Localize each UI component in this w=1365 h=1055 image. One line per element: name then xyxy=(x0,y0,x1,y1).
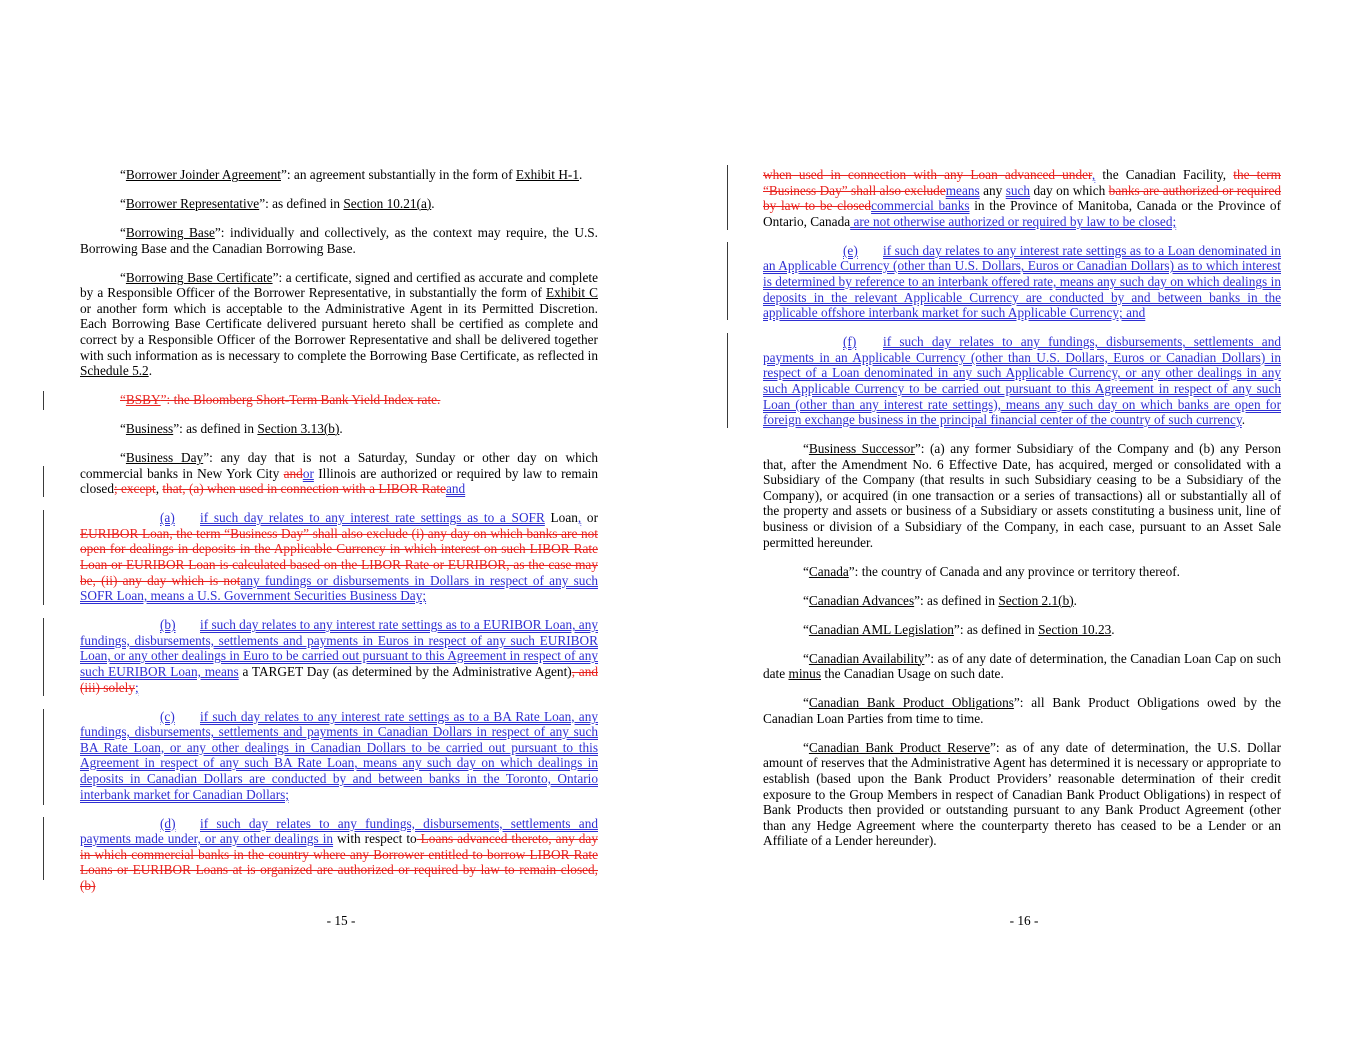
plain-text: “ xyxy=(120,269,126,285)
inserted-text: , xyxy=(1091,167,1096,182)
inserted-text: if such day relates to any interest rate settings as to a EURIBOR Loan, any fundings, disbursements, settlements and payments in Euros in respect of any such EURIBOR Loan, or any other dealings in Euro to be carried out pursuant to this Agreement in respect of any such EURIBOR Loan, means xyxy=(80,617,598,679)
plain-text: . xyxy=(1073,592,1077,608)
defined-term: Schedule 5.2 xyxy=(80,363,149,379)
inserted-text: if such day relates to any interest rate settings as to a SOFR xyxy=(200,510,545,526)
page-body xyxy=(763,167,1281,862)
plain-text: . xyxy=(1241,412,1246,428)
defined-term: Exhibit C xyxy=(545,285,598,301)
plain-text: or xyxy=(581,510,598,526)
plain-text: a TARGET Day (as determined by the Administrative Agent) xyxy=(238,663,572,679)
clause-paragraph xyxy=(80,709,598,803)
plain-text: ”: a certificate, signed and certified as accurate and complete by a Responsible Officer of the Borrower Representative, in substantially the form of xyxy=(80,269,598,301)
defined-term: Section 3.13(b) xyxy=(257,421,340,437)
change-bar xyxy=(43,510,44,605)
definition-paragraph xyxy=(80,196,598,212)
plain-text: any xyxy=(979,182,1006,198)
plain-text: ”: as of any date of determination, the Canadian Loan Cap on such date xyxy=(763,650,1281,682)
change-bar xyxy=(43,709,44,805)
definition-paragraph xyxy=(80,167,598,183)
change-bar xyxy=(43,618,44,696)
definition-paragraph xyxy=(763,651,1281,682)
definition-paragraph xyxy=(763,441,1281,550)
plain-text: ”: as defined in xyxy=(914,592,999,608)
defined-term: Canadian Advances xyxy=(808,592,915,608)
inserted-text: or xyxy=(302,465,314,481)
inserted-text: and xyxy=(445,481,466,497)
page-body xyxy=(80,167,598,907)
deleted-text: and xyxy=(283,465,303,481)
defined-term: minus xyxy=(788,666,821,682)
inserted-text: if such day relates to any interest rate settings as to a Loan denominated in an Applicable Currency (other than U.S. Dollars, Euros or Canadian Dollars) as to which interest is determined by reference to an interbank offered rate, means any such day on which dealings in deposits in the relevant Applicable Currency are conducted by and between banks in the applicable offshore interbank market for such Applicable Currency; and xyxy=(763,242,1281,321)
clause-label: (c) xyxy=(160,708,175,724)
defined-term: Section 10.21(a) xyxy=(343,195,432,211)
plain-text: ”: as defined in xyxy=(173,421,258,437)
definition-paragraph xyxy=(763,622,1281,638)
plain-text: ”: as defined in xyxy=(259,195,344,211)
plain-text: . xyxy=(431,195,435,211)
change-bar xyxy=(43,817,44,880)
clause-paragraph xyxy=(80,510,598,604)
plain-text: ”: as defined in xyxy=(953,621,1039,637)
plain-text: the Canadian Usage on such date. xyxy=(821,666,1004,682)
clause-label-cell xyxy=(160,510,200,526)
plain-text: . xyxy=(1111,621,1115,637)
page-right xyxy=(683,0,1365,1055)
deleted-text: ; except xyxy=(113,481,156,497)
definition-paragraph xyxy=(80,270,598,379)
definition-paragraph xyxy=(763,740,1281,849)
defined-term: Canadian Bank Product Obligations xyxy=(808,695,1014,711)
change-bar xyxy=(727,333,728,428)
plain-text: or another form which is acceptable to the Administrative Agent in its Permitted Discretion. Each Borrowing Base Certificate delivered pursuant hereto shall be certified as complete and correct by a Responsible Officer of the Borrower Representative and shall be delivered together with such information as is necessary to complete the Borrowing Base Certificate, as reflected in xyxy=(80,300,598,363)
definition-paragraph xyxy=(80,450,598,497)
inserted-text: if such day relates to any fundings, disbursements, settlements and payments made under, or any other dealings in xyxy=(80,815,598,847)
deleted-text: banks are authorized or required by law to be closed xyxy=(763,182,1282,214)
defined-term: Section 2.1(b) xyxy=(998,592,1074,608)
plain-text: with respect to xyxy=(333,831,417,847)
plain-text: day on which xyxy=(1030,182,1109,198)
inserted-text: are not otherwise authorized or required by law to be closed; xyxy=(850,213,1177,229)
plain-text: ”: the country of Canada and any province or territory thereof. xyxy=(848,563,1180,579)
definition-paragraph xyxy=(763,564,1281,580)
defined-term: Canadian Availability xyxy=(808,650,925,666)
deleted-text: Loans advanced thereto, any day in which commercial banks in the country where any Borrower entitled to borrow LIBOR Rate Loans or EURIBOR Loans at is organized are authorized or required by law to remain closed, (b) xyxy=(80,831,598,893)
plain-text: . xyxy=(148,363,153,379)
page-left xyxy=(0,0,682,1055)
clause-label-cell xyxy=(160,709,200,725)
clause-label: (f) xyxy=(843,334,857,350)
plain-text: “ xyxy=(120,195,126,211)
deleted-text: “ xyxy=(120,392,126,408)
plain-text: . xyxy=(579,167,583,182)
plain-text: “ xyxy=(120,167,126,182)
clause-paragraph xyxy=(80,816,598,894)
clause-paragraph xyxy=(763,334,1281,428)
plain-text: “ xyxy=(120,421,126,437)
deleted-text: ”: the Bloomberg Short-Term Bank Yield Index rate. xyxy=(160,392,441,408)
plain-text: in the Province of Manitoba, Canada or the Province of Ontario, Canada xyxy=(763,198,1281,229)
deleted-text: the term “Business Day” shall also exclude xyxy=(763,167,1281,198)
plain-text: “ xyxy=(803,563,809,579)
defined-term: Business xyxy=(125,421,174,437)
inserted-text: such xyxy=(1005,182,1031,198)
deleted-defined-term: BSBY xyxy=(125,392,161,408)
clause-label: (e) xyxy=(843,242,858,258)
definition-paragraph xyxy=(80,392,598,408)
page-number: - 16 - xyxy=(1009,913,1039,928)
clause-label-cell xyxy=(160,816,200,832)
defined-term: Borrower Joinder Agreement xyxy=(125,167,281,182)
plain-text: Illinois are authorized or required by law to remain closed xyxy=(80,465,598,497)
inserted-text: if such day relates to any interest rate settings as to a BA Rate Loan, any fundings, disbursements, settlements and payments in Canadian Dollars in respect of any such BA Rate Loan, or any other dealings in Canadian Dollars to be carried out pursuant to this Agreement in respect of any such BA Rate Loan, means any such day on which dealings in deposits in Canadian Dollars are conducted by and between banks in the Toronto, Ontario interbank market for Canadian Dollars; xyxy=(80,708,598,802)
deleted-text: , and (iii) solely xyxy=(80,663,599,695)
plain-text: “ xyxy=(120,224,126,240)
plain-text: . xyxy=(339,421,343,437)
inserted-text: , xyxy=(577,510,582,526)
plain-text: ”: as of any date of determination, the U.S. Dollar amount of reserves that the Administrative Agent has determined it is necessary or appropriate to establish (based upon the Bank Product Providers’ reasonable determination of their credit exposure to the Group Members in respect of Canadian Bank Product Obligations) in respect of Bank Products then provided or outstanding pursuant to any Bank Product Agreement (other than any Hedge Agreement where the counterparty thereto has ceased to be a Lender or an Affiliate of a Lender hereunder). xyxy=(763,739,1281,849)
clause-label-cell xyxy=(160,617,200,633)
definition-paragraph xyxy=(80,225,598,256)
defined-term: Canadian AML Legislation xyxy=(808,621,954,637)
plain-text: , xyxy=(155,481,163,497)
inserted-text: commercial banks xyxy=(871,198,970,214)
change-bar xyxy=(727,242,728,320)
defined-term: Canada xyxy=(808,563,849,579)
change-bar xyxy=(43,466,44,497)
plain-text: ”: an agreement substantially in the form of xyxy=(281,167,516,182)
clause-label: (d) xyxy=(160,815,176,831)
plain-text: “ xyxy=(803,650,809,666)
defined-term: Borrower Representative xyxy=(125,195,260,211)
definition-paragraph xyxy=(763,593,1281,609)
plain-text: “ xyxy=(120,450,126,466)
plain-text: ”: (a) any former Subsidiary of the Company and (b) any Person that, after the Amendment No. 6 Effective Date, has acquired, merged or consolidated with a Subsidiary of the Company (that results in such Subsidiary ceasing to be a Subsidiary of the Company), or acquired (in one transaction or a series of transactions) all or substantially all of the property and assets or business of a Subsidiary or assets constituting a business unit, line of business or division of a Subsidiary of the Company, in each case, pursuant to an Asset Sale permitted hereunder. xyxy=(763,441,1281,550)
plain-text: ”: any day that is not a Saturday, Sunday or other day on which commercial banks in New York City xyxy=(80,450,598,481)
continuation-paragraph xyxy=(763,167,1281,229)
plain-text: “ xyxy=(803,621,809,637)
defined-term: Section 10.23 xyxy=(1038,621,1112,637)
deleted-text: that, (a) when used in connection with a LIBOR Rate xyxy=(162,481,446,497)
plain-text: “ xyxy=(803,739,809,755)
definition-paragraph xyxy=(80,421,598,437)
change-bar xyxy=(43,391,44,410)
inserted-text: if such day relates to any fundings, disbursements, settlements and payments in an Applicable Currency (other than U.S. Dollars, Euros or Canadian Dollars) in respect of a Loan denominated in any such Applicable Currency, or any other dealings in any such Applicable Currency to be carried out pursuant to this Agreement in respect of any such Loan (other than any interest rate settings), means any such day on which banks are open for foreign exchange business in the principal financial center of the country of such currency xyxy=(763,334,1281,428)
plain-text: “ xyxy=(803,695,809,711)
inserted-text: ; xyxy=(135,679,139,695)
plain-text: Loan xyxy=(544,510,578,526)
defined-term: Borrowing Base Certificate xyxy=(125,269,273,285)
change-bar xyxy=(727,165,728,230)
inserted-text: any fundings or disbursements in Dollars in respect of any such SOFR Loan, means a U.S. Government Securities Business Day; xyxy=(80,572,599,604)
defined-term: Borrowing Base xyxy=(125,224,215,240)
definition-paragraph xyxy=(763,695,1281,726)
plain-text: “ xyxy=(803,592,809,608)
defined-term: Business Day xyxy=(125,450,204,466)
page-number: - 15 - xyxy=(326,913,356,928)
clause-paragraph xyxy=(763,243,1281,321)
plain-text: “ xyxy=(803,441,809,457)
plain-text: ”: individually and collectively, as the context may require, the U.S. Borrowing Base and the Canadian Borrowing Base. xyxy=(80,224,598,256)
plain-text: ”: all Bank Product Obligations owed by the Canadian Loan Parties from time to time. xyxy=(763,695,1281,726)
defined-term: Exhibit H-1 xyxy=(515,167,579,182)
clause-label-cell xyxy=(843,334,883,350)
clause-label: (a) xyxy=(160,510,175,526)
clause-label-cell xyxy=(843,243,883,259)
inserted-text: means xyxy=(945,182,980,198)
defined-term: Business Successor xyxy=(808,441,915,457)
deleted-text: when used in connection with any Loan advanced under xyxy=(763,167,1092,182)
defined-term: Canadian Bank Product Reserve xyxy=(808,739,990,755)
deleted-text: EURIBOR Loan, the term “Business Day” shall also exclude (i) any day on which banks are not open for dealings in deposits in the Applicable Currency in which interest on such LIBOR Rate Loan or EURIBOR Loan is calculated based on the LIBOR Rate or EURIBOR, as the case may be, (ii) any day which is not xyxy=(80,525,598,588)
clause-label: (b) xyxy=(160,617,176,633)
plain-text: the Canadian Facility, xyxy=(1095,167,1234,182)
clause-paragraph xyxy=(80,617,598,695)
